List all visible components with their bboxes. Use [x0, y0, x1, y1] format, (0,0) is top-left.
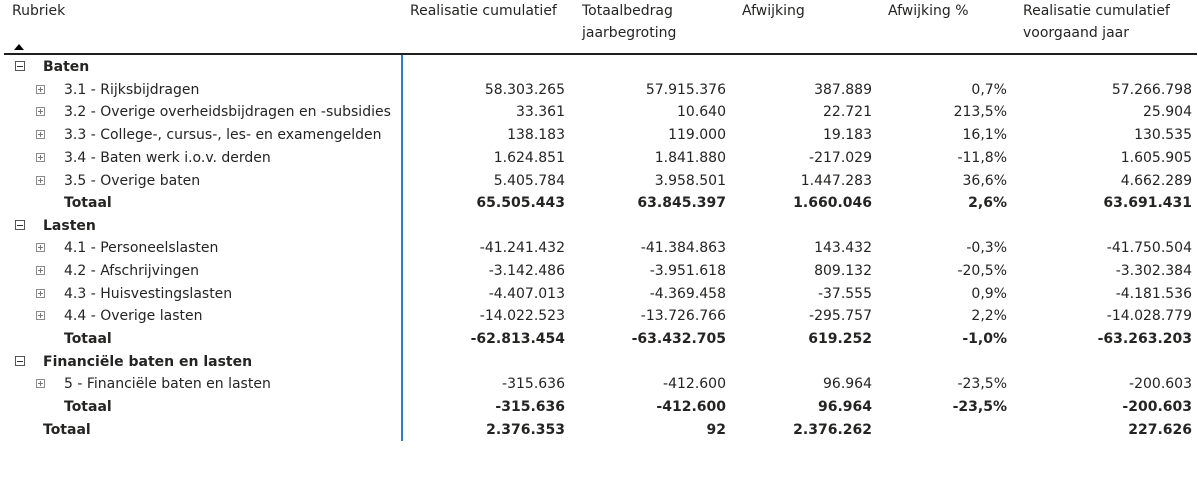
table-row	[0, 79, 1198, 101]
cell-vorig-jaar: -63.263.203	[1097, 331, 1192, 347]
grand-total-row	[0, 419, 1198, 441]
collapse-icon[interactable]	[15, 220, 25, 230]
collapse-icon[interactable]	[15, 356, 25, 366]
sort-ascending-icon[interactable]	[14, 44, 24, 50]
cell-afwijking-pct: -0,3%	[966, 240, 1007, 256]
table-row	[0, 170, 1198, 192]
cell-vorig-jaar: -41.750.504	[1106, 240, 1192, 256]
header-afwijking[interactable]: Afwijking	[742, 3, 805, 19]
cell-afwijking: 619.252	[808, 331, 872, 347]
table-row	[0, 237, 1198, 259]
cell-vorig-jaar: 63.691.431	[1103, 195, 1192, 211]
row-label: 4.1 - Personeelslasten	[64, 240, 219, 256]
table-row	[0, 101, 1198, 123]
cell-vorig-jaar: 227.626	[1128, 422, 1192, 438]
cell-realisatie: -62.813.454	[470, 331, 565, 347]
expand-icon[interactable]	[36, 85, 45, 94]
cell-afwijking: 19.183	[823, 127, 872, 143]
cell-afwijking: 1.660.046	[793, 195, 872, 211]
cell-realisatie: -14.022.523	[479, 308, 565, 324]
cell-begroting: 10.640	[677, 104, 726, 120]
expand-icon[interactable]	[36, 107, 45, 116]
cell-realisatie: 33.361	[516, 104, 565, 120]
header-line-1: Totaalbedrag	[582, 3, 673, 19]
cell-afwijking-pct: -23,5%	[957, 376, 1007, 392]
table-row	[0, 305, 1198, 327]
header-realisatie-voorgaand-jaar[interactable]	[1023, 0, 1170, 44]
cell-afwijking: -37.555	[817, 286, 872, 302]
cell-afwijking-pct: -23,5%	[952, 399, 1007, 415]
row-label: 3.3 - College-, cursus-, les- en examengelden	[64, 127, 382, 143]
expand-icon[interactable]	[36, 379, 45, 388]
cell-realisatie: 138.183	[507, 127, 565, 143]
cell-afwijking: 387.889	[814, 82, 872, 98]
header-rubriek[interactable]: Rubriek	[12, 3, 66, 19]
cell-vorig-jaar: -200.603	[1129, 376, 1192, 392]
cell-afwijking-pct: 2,2%	[971, 308, 1007, 324]
header-realisatie-cumulatief[interactable]: Realisatie cumulatief	[410, 3, 557, 19]
cell-realisatie: -315.636	[502, 376, 565, 392]
row-label: 3.5 - Overige baten	[64, 173, 201, 189]
subtotal-row	[0, 328, 1198, 350]
cell-begroting: 1.841.880	[654, 150, 726, 166]
cell-realisatie: 5.405.784	[493, 173, 565, 189]
row-label: 3.2 - Overige overheidsbijdragen en -subsidies	[64, 104, 391, 120]
cell-vorig-jaar: 25.904	[1143, 104, 1192, 120]
table-row	[0, 124, 1198, 146]
collapse-icon[interactable]	[15, 61, 25, 71]
cell-begroting: 3.958.501	[654, 173, 726, 189]
row-label: Totaal	[43, 422, 91, 438]
cell-realisatie: -315.636	[495, 399, 565, 415]
cell-begroting: -3.951.618	[649, 263, 726, 279]
cell-begroting: -63.432.705	[631, 331, 726, 347]
subtotal-row	[0, 396, 1198, 418]
row-label: 3.1 - Rijksbijdragen	[64, 82, 200, 98]
expand-icon[interactable]	[36, 176, 45, 185]
header-line-2: jaarbegroting	[582, 25, 677, 41]
cell-begroting: -41.384.863	[640, 240, 726, 256]
cell-afwijking-pct: -1,0%	[962, 331, 1007, 347]
cell-begroting: 63.845.397	[637, 195, 726, 211]
cell-realisatie: 2.376.353	[486, 422, 565, 438]
cell-vorig-jaar: -3.302.384	[1115, 263, 1192, 279]
table-row	[0, 260, 1198, 282]
cell-afwijking: -295.757	[809, 308, 872, 324]
cell-realisatie: 58.303.265	[484, 82, 565, 98]
cell-begroting: 92	[706, 422, 726, 438]
cell-begroting: -13.726.766	[640, 308, 726, 324]
row-label: Lasten	[43, 218, 96, 234]
cell-vorig-jaar: 1.605.905	[1120, 150, 1192, 166]
row-label: Totaal	[64, 399, 112, 415]
row-label: 3.4 - Baten werk i.o.v. derden	[64, 150, 271, 166]
row-label: 4.3 - Huisvestingslasten	[64, 286, 233, 302]
row-label: 5 - Financiële baten en lasten	[64, 376, 271, 392]
cell-afwijking-pct: -11,8%	[957, 150, 1007, 166]
cell-afwijking: 96.964	[823, 376, 872, 392]
cell-vorig-jaar: 130.535	[1134, 127, 1192, 143]
row-label: 4.2 - Afschrijvingen	[64, 263, 200, 279]
cell-afwijking-pct: 2,6%	[968, 195, 1007, 211]
cell-afwijking: 809.132	[814, 263, 872, 279]
cell-vorig-jaar: 57.266.798	[1111, 82, 1192, 98]
cell-realisatie: 1.624.851	[493, 150, 565, 166]
table-row	[0, 373, 1198, 395]
cell-afwijking-pct: 0,7%	[971, 82, 1007, 98]
header-totaalbedrag-jaarbegroting[interactable]	[582, 0, 676, 44]
expand-icon[interactable]	[36, 289, 45, 298]
expand-icon[interactable]	[36, 153, 45, 162]
expand-icon[interactable]	[36, 243, 45, 252]
cell-realisatie: -3.142.486	[488, 263, 565, 279]
cell-vorig-jaar: -4.181.536	[1115, 286, 1192, 302]
cell-realisatie: -41.241.432	[479, 240, 565, 256]
cell-vorig-jaar: -200.603	[1122, 399, 1192, 415]
row-label: Financiële baten en lasten	[43, 354, 253, 370]
cell-realisatie: -4.407.013	[488, 286, 565, 302]
row-label: 4.4 - Overige lasten	[64, 308, 203, 324]
expand-icon[interactable]	[36, 130, 45, 139]
table-row	[0, 147, 1198, 169]
cell-begroting: -412.600	[663, 376, 726, 392]
row-label: Totaal	[64, 195, 112, 211]
group-row-lasten[interactable]	[0, 215, 1198, 237]
cell-afwijking: 143.432	[814, 240, 872, 256]
cell-realisatie: 65.505.443	[476, 195, 565, 211]
cell-vorig-jaar: -14.028.779	[1106, 308, 1192, 324]
table-row	[0, 283, 1198, 305]
cell-afwijking: -217.029	[809, 150, 872, 166]
header-line-1: Realisatie cumulatief	[1023, 3, 1170, 19]
row-label: Totaal	[64, 331, 112, 347]
header-divider	[4, 53, 1197, 55]
cell-afwijking-pct: 213,5%	[953, 104, 1007, 120]
cell-begroting: 57.915.376	[645, 82, 726, 98]
expand-icon[interactable]	[36, 311, 45, 320]
group-row-financiele[interactable]	[0, 351, 1198, 373]
header-afwijking-pct[interactable]: Afwijking %	[888, 3, 969, 19]
cell-afwijking-pct: 36,6%	[962, 173, 1007, 189]
subtotal-row	[0, 192, 1198, 214]
cell-vorig-jaar: 4.662.289	[1120, 173, 1192, 189]
cell-afwijking-pct: 0,9%	[971, 286, 1007, 302]
cell-afwijking: 1.447.283	[800, 173, 872, 189]
cell-afwijking: 2.376.262	[793, 422, 872, 438]
expand-icon[interactable]	[36, 266, 45, 275]
cell-afwijking: 96.964	[817, 399, 872, 415]
row-label: Baten	[43, 59, 90, 75]
cell-begroting: -412.600	[656, 399, 726, 415]
group-row-baten[interactable]	[0, 56, 1198, 78]
cell-begroting: 119.000	[668, 127, 726, 143]
cell-afwijking-pct: 16,1%	[962, 127, 1007, 143]
cell-begroting: -4.369.458	[649, 286, 726, 302]
cell-afwijking: 22.721	[823, 104, 872, 120]
header-line-2: voorgaand jaar	[1023, 25, 1129, 41]
cell-afwijking-pct: -20,5%	[957, 263, 1007, 279]
